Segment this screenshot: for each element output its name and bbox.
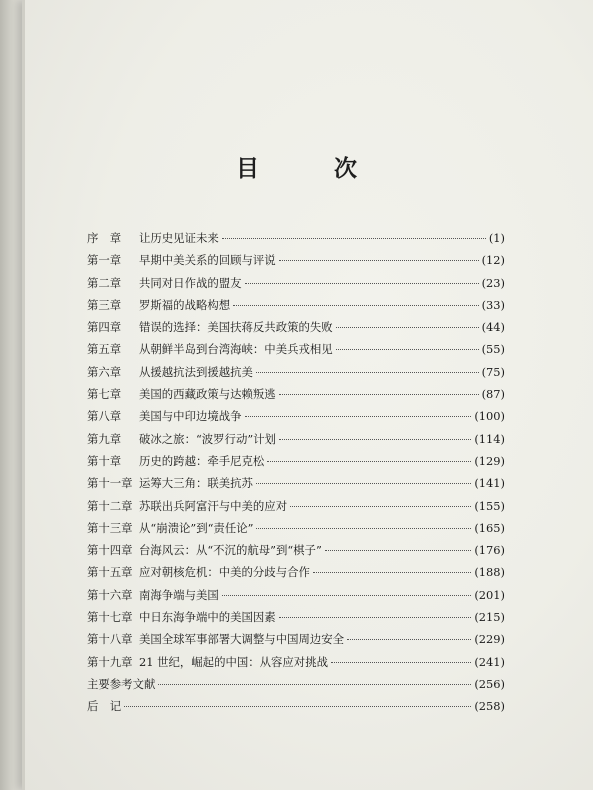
- toc-chapter-title: 破冰之旅：“波罗行动”计划: [139, 431, 276, 446]
- toc-entry: [87, 498, 505, 520]
- toc-chapter-number: 第七章: [87, 387, 122, 402]
- toc-chapter-title: 从援越抗法到援越抗美: [139, 364, 253, 379]
- dot-leader: [347, 639, 471, 640]
- toc-entry: [87, 520, 505, 542]
- toc-chapter-title: 南海争端与美国: [139, 587, 219, 602]
- toc-page-number: (114): [474, 431, 505, 446]
- toc-chapter-number: 第十三章: [87, 520, 133, 535]
- toc-entry: [87, 364, 505, 386]
- toc-chapter-number: 第十八章: [87, 632, 133, 647]
- dot-leader: [222, 238, 486, 239]
- toc-entry: [87, 386, 505, 408]
- toc-page-number: (141): [474, 476, 505, 491]
- dot-leader: [325, 550, 472, 551]
- toc-chapter-number: 第十四章: [87, 543, 133, 558]
- toc-chapter-number: 第十二章: [87, 498, 133, 513]
- dot-leader: [336, 327, 479, 328]
- toc-page-number: (87): [481, 387, 505, 402]
- toc-entry: [87, 341, 505, 363]
- toc-chapter-title: 错误的选择：美国扶蒋反共政策的失败: [139, 320, 333, 335]
- dot-leader: [279, 439, 471, 440]
- toc-page-number: (1): [488, 231, 505, 245]
- toc-chapter-title: 从朝鲜半岛到台湾海峡：中美兵戎相见: [139, 342, 333, 357]
- dot-leader: [279, 617, 472, 618]
- toc-entry: [87, 542, 505, 564]
- toc-chapter-number: 第八章: [87, 409, 122, 424]
- toc-entry: [87, 631, 505, 653]
- toc-chapter-number: 第二章: [87, 275, 122, 290]
- toc-chapter-number: 第一章: [87, 253, 122, 268]
- toc-chapter-title: 应对朝核危机：中美的分歧与合作: [139, 565, 310, 580]
- toc-chapter-number: 第十七章: [87, 610, 133, 625]
- toc-entry: [87, 564, 505, 586]
- toc-chapter-number: 第十五章: [87, 565, 133, 580]
- dot-leader: [245, 283, 479, 284]
- toc-chapter-number: 第四章: [87, 320, 122, 335]
- toc-chapter-title: 台海风云：从“不沉的航母”到“棋子”: [139, 543, 322, 558]
- toc-page-number: (241): [474, 654, 505, 669]
- toc-chapter-title: 共同对日作战的盟友: [139, 275, 242, 290]
- dot-leader: [222, 595, 472, 596]
- dot-leader: [256, 528, 471, 529]
- toc-entry: [87, 698, 505, 720]
- toc-chapter-number: 第九章: [87, 431, 122, 446]
- toc-chapter-title: 美国的西藏政策与达赖叛逃: [139, 387, 276, 402]
- toc-page-number: (44): [481, 320, 505, 335]
- toc-entry: [87, 275, 505, 297]
- toc-page-number: (55): [481, 342, 505, 357]
- dot-leader: [313, 572, 471, 573]
- table-of-contents: [87, 230, 505, 721]
- toc-chapter-number: 第十九章: [87, 654, 133, 669]
- dot-leader: [267, 461, 471, 462]
- toc-chapter-title: 让历史见证未来: [139, 231, 219, 245]
- toc-entry: [87, 297, 505, 319]
- toc-entry: [87, 230, 505, 252]
- toc-chapter-number: 第十章: [87, 453, 122, 468]
- toc-entry: [87, 609, 505, 631]
- toc-chapter-number: 第六章: [87, 364, 122, 379]
- dot-leader: [279, 260, 479, 261]
- toc-page-number: (188): [474, 565, 505, 580]
- toc-chapter-title: 运筹大三角：联美抗苏: [139, 476, 253, 491]
- toc-page-number: (165): [474, 520, 505, 535]
- toc-page-number: (201): [474, 587, 505, 602]
- toc-page-number: (215): [474, 610, 505, 625]
- toc-chapter-number: 第十六章: [87, 587, 133, 602]
- dot-leader: [256, 483, 471, 484]
- toc-page-number: (12): [481, 253, 505, 268]
- toc-page-number: (100): [474, 409, 505, 424]
- dot-leader: [331, 662, 471, 663]
- toc-page-number: (258): [474, 699, 505, 714]
- dot-leader: [124, 706, 471, 707]
- toc-entry: [87, 431, 505, 453]
- toc-page-number: (256): [474, 676, 505, 691]
- toc-chapter-title: 21 世纪，崛起的中国：从容应对挑战: [139, 654, 328, 669]
- page-title: 目 次: [236, 155, 383, 182]
- page-edge: [22, 0, 25, 790]
- toc-chapter-number: 序 章: [87, 231, 122, 245]
- toc-page-number: (155): [474, 498, 505, 513]
- toc-entry: [87, 252, 505, 274]
- toc-chapter-title: 从“崩溃论”到“责任论”: [139, 520, 254, 535]
- toc-entry: [87, 676, 505, 698]
- toc-chapter-title: 罗斯福的战略构想: [139, 297, 231, 312]
- toc-entry: [87, 453, 505, 475]
- dot-leader: [256, 372, 479, 373]
- dot-leader: [336, 349, 479, 350]
- dot-leader: [279, 394, 479, 395]
- dot-leader: [245, 416, 472, 417]
- dot-leader: [290, 506, 471, 507]
- dot-leader: [158, 684, 471, 685]
- toc-entry: [87, 587, 505, 609]
- toc-page-number: (33): [481, 297, 505, 312]
- toc-entry: [87, 319, 505, 341]
- toc-page-number: (23): [481, 275, 505, 290]
- toc-page-number: (129): [474, 453, 505, 468]
- toc-chapter-number: 后 记: [87, 699, 122, 714]
- dot-leader: [233, 305, 478, 306]
- toc-page-number: (229): [474, 632, 505, 647]
- toc-chapter-title: 中日东海争端中的美国因素: [139, 610, 276, 625]
- toc-chapter-title: 苏联出兵阿富汗与中美的应对: [139, 498, 288, 513]
- toc-entry: [87, 408, 505, 430]
- toc-chapter-title: 美国全球军事部署大调整与中国周边安全: [139, 632, 345, 647]
- toc-chapter-number: 第三章: [87, 297, 122, 312]
- toc-entry: [87, 475, 505, 497]
- toc-chapter-title: 早期中美关系的回顾与评说: [139, 253, 276, 268]
- toc-chapter-number: 第十一章: [87, 476, 133, 491]
- toc-chapter-title: 主要参考文献: [87, 676, 156, 691]
- toc-chapter-title: 历史的跨越：牵手尼克松: [139, 453, 265, 468]
- toc-chapter-title: 美国与中印边境战争: [139, 409, 242, 424]
- toc-page-number: (75): [481, 364, 505, 379]
- toc-chapter-number: 第五章: [87, 342, 122, 357]
- toc-page-number: (176): [474, 543, 505, 558]
- toc-entry: [87, 654, 505, 676]
